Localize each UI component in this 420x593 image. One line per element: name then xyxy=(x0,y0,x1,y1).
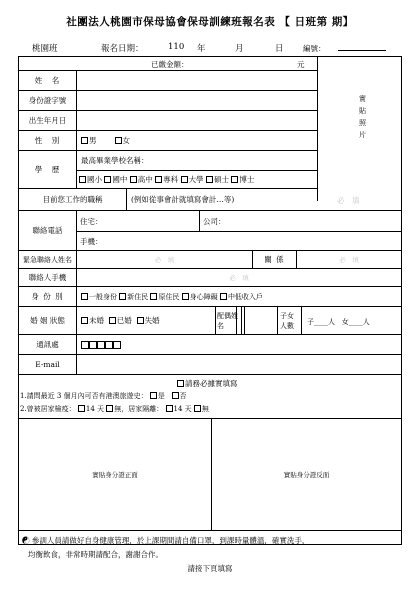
q2-sep: ， xyxy=(121,405,129,413)
gender-row xyxy=(19,131,318,151)
gender-male-checkbox[interactable] xyxy=(81,137,88,144)
health-confirm-checkbox[interactable] xyxy=(177,380,184,387)
job-label: 目前您工作的職稱 xyxy=(19,189,127,210)
person-label: 人 xyxy=(328,318,335,326)
relation-must-fill: 必 填 xyxy=(339,256,359,264)
edu-university-checkbox[interactable] xyxy=(181,176,188,183)
serial-label: 編號： xyxy=(303,44,326,53)
health-title-wrap xyxy=(177,378,238,389)
daughter-label: 女 xyxy=(341,318,349,326)
edu-primary-checkbox[interactable] xyxy=(79,176,86,183)
contact-mobile-label: 聯絡人手機 xyxy=(19,269,77,286)
education-row xyxy=(19,151,318,189)
marital-row xyxy=(19,307,401,335)
education-label: 學 歷 xyxy=(19,151,77,188)
year-value: 110 xyxy=(168,42,185,52)
edu-master-checkbox[interactable] xyxy=(206,176,213,183)
footer-note: 請接下頁填寫 xyxy=(187,564,233,573)
q2-iso-none-checkbox[interactable] xyxy=(194,405,201,412)
birth-input[interactable] xyxy=(77,111,317,130)
health-q1-text: 1.請問最近 3 個月內可否有港澳旅遊史： xyxy=(20,392,148,400)
person-label: 人 xyxy=(362,318,370,326)
emergency-row xyxy=(19,251,401,269)
form-title: 社團法人桃園市保母協會保母訓練班報名表 【 日班第 期】 xyxy=(66,16,354,28)
registration-form xyxy=(18,56,402,545)
home-phone-label: 住宅： xyxy=(80,217,103,226)
postal-row xyxy=(19,335,401,355)
marital-label: 婚 姻 狀態 xyxy=(19,307,77,334)
email-label: E-mail xyxy=(19,355,77,374)
q1-no-label: 否 xyxy=(179,392,187,400)
id-card-area xyxy=(19,419,401,531)
identity-opt-label: 一般身份 xyxy=(89,292,117,301)
relation-label: 關 係 xyxy=(253,251,297,268)
postal-label: 通訊處 xyxy=(19,335,77,354)
edu-opt-label: 專科 xyxy=(163,175,179,184)
edu-school-label: 最高畢業學校名稱： xyxy=(81,156,149,165)
edu-college-checkbox[interactable] xyxy=(155,176,162,183)
q2-14days-checkbox[interactable] xyxy=(78,405,85,412)
gender-female-label: 女 xyxy=(122,136,130,145)
email-row xyxy=(19,355,401,375)
year-label: 年 xyxy=(197,44,206,54)
birth-label: 出生年月日 xyxy=(19,111,77,130)
marital-single-checkbox[interactable] xyxy=(81,317,88,324)
class-label: 桃園班 xyxy=(32,44,58,54)
contact-label: 聯絡電話 xyxy=(19,211,77,250)
q1-no-checkbox[interactable] xyxy=(172,392,179,399)
edu-opt-label: 國小 xyxy=(87,175,102,184)
marital-divorced-checkbox[interactable] xyxy=(137,317,144,324)
id-row xyxy=(19,91,318,111)
date-label: 報名日期： xyxy=(101,44,144,54)
identity-disabled-checkbox[interactable] xyxy=(182,293,189,300)
son-label: 子 xyxy=(307,318,314,326)
gender-label: 性 別 xyxy=(19,131,77,150)
notice-line1-text: 參訓人員請做好自身健康管理，於上課期間請自備口罩，到課時量體溫，確實洗手， xyxy=(31,536,310,545)
marital-married-checkbox[interactable] xyxy=(109,317,116,324)
health-title: 請務必據實填寫 xyxy=(185,379,238,388)
name-row xyxy=(19,71,318,91)
q1-yes-label: 是 xyxy=(157,392,165,400)
health-q2 xyxy=(20,404,209,414)
identity-lowincome-checkbox[interactable] xyxy=(220,293,227,300)
email-input[interactable] xyxy=(77,355,401,374)
month-label: 月 xyxy=(235,44,244,54)
mobile-label: 手機： xyxy=(80,237,103,246)
id-input[interactable] xyxy=(77,91,317,110)
spouse-label: 配偶姓名 xyxy=(217,312,238,330)
fee-unit: 元 xyxy=(297,60,305,69)
edu-senior-checkbox[interactable] xyxy=(130,176,137,183)
q2-14days-label: 14 天 xyxy=(85,405,105,413)
edu-junior-checkbox[interactable] xyxy=(104,176,111,183)
contact-mobile-must-fill: 必 填 xyxy=(229,274,249,282)
identity-new-resident-checkbox[interactable] xyxy=(119,293,126,300)
contact-row xyxy=(19,211,401,251)
marital-opt-label: 未婚 xyxy=(89,316,104,325)
q1-yes-checkbox[interactable] xyxy=(150,392,157,399)
company-phone-label: 公司： xyxy=(203,217,226,226)
emergency-label: 緊急聯絡人姓名 xyxy=(19,251,77,268)
photo-placeholder: 實貼照片 xyxy=(359,95,366,139)
health-block xyxy=(19,375,401,419)
notice-icon: ☯ xyxy=(22,536,30,545)
identity-indigenous-checkbox[interactable] xyxy=(150,293,157,300)
health-q2-text: 2.曾被居家檢疫： xyxy=(20,405,76,413)
edu-doctor-checkbox[interactable] xyxy=(231,176,238,183)
q2-iso-none-label: 無 xyxy=(201,405,209,413)
edu-opt-label: 國中 xyxy=(112,175,128,184)
fee-label: 已繳金額： xyxy=(151,60,189,69)
fee-row xyxy=(19,57,318,71)
postal-code-boxes[interactable] xyxy=(77,335,401,354)
q2-iso-14days-label: 14 天 xyxy=(173,405,192,413)
identity-opt-label: 新住民 xyxy=(127,292,149,301)
identity-opt-label: 中低收入戶 xyxy=(227,292,263,301)
q2-isolation-label: 居家隔離： xyxy=(128,405,164,413)
q2-none-checkbox[interactable] xyxy=(106,405,113,412)
identity-general-checkbox[interactable] xyxy=(81,293,88,300)
marital-opt-label: 失婚 xyxy=(144,316,160,325)
edu-opt-label: 碩士 xyxy=(213,175,229,184)
identity-row xyxy=(19,287,401,307)
id-card-back: 實貼身分證反面 xyxy=(283,471,330,479)
job-row xyxy=(19,189,401,211)
marital-opt-label: 已婚 xyxy=(116,316,132,325)
gender-female-checkbox[interactable] xyxy=(115,137,122,144)
name-label: 姓 名 xyxy=(19,71,77,90)
contact-mobile-row xyxy=(19,269,401,287)
notice-line1 xyxy=(22,535,309,546)
name-input[interactable] xyxy=(77,71,317,90)
notice-line2: 均衡飲食，非常時期請配合，謝謝合作。 xyxy=(28,550,163,559)
birth-row xyxy=(19,111,318,131)
identity-label: 身 份 別 xyxy=(19,287,77,306)
gender-male-label: 男 xyxy=(89,136,97,145)
edu-opt-label: 博士 xyxy=(239,175,255,184)
id-card-front: 實貼身分證正面 xyxy=(19,419,212,530)
edu-opt-label: 高中 xyxy=(137,175,153,184)
id-label: 身份證字號 xyxy=(19,91,77,110)
serial-field[interactable] xyxy=(338,50,386,51)
identity-opt-label: 身心障礙 xyxy=(189,292,218,301)
job-hint: (例如從事會計就填寫會計…等) xyxy=(131,195,235,204)
edu-opt-label: 大學 xyxy=(188,175,204,184)
identity-opt-label: 原住民 xyxy=(158,292,180,301)
q2-none-label: 無 xyxy=(114,405,122,413)
health-q1 xyxy=(20,391,187,401)
day-label: 日 xyxy=(275,44,284,54)
children-count: 子____人 女____人 xyxy=(307,318,370,326)
children-label: 子女人數 xyxy=(280,312,294,330)
job-must-fill: 必 填 xyxy=(337,196,360,205)
emergency-must-fill: 必 填 xyxy=(154,256,175,264)
q2-iso-14days-checkbox[interactable] xyxy=(166,405,173,412)
edu-options xyxy=(79,174,254,185)
